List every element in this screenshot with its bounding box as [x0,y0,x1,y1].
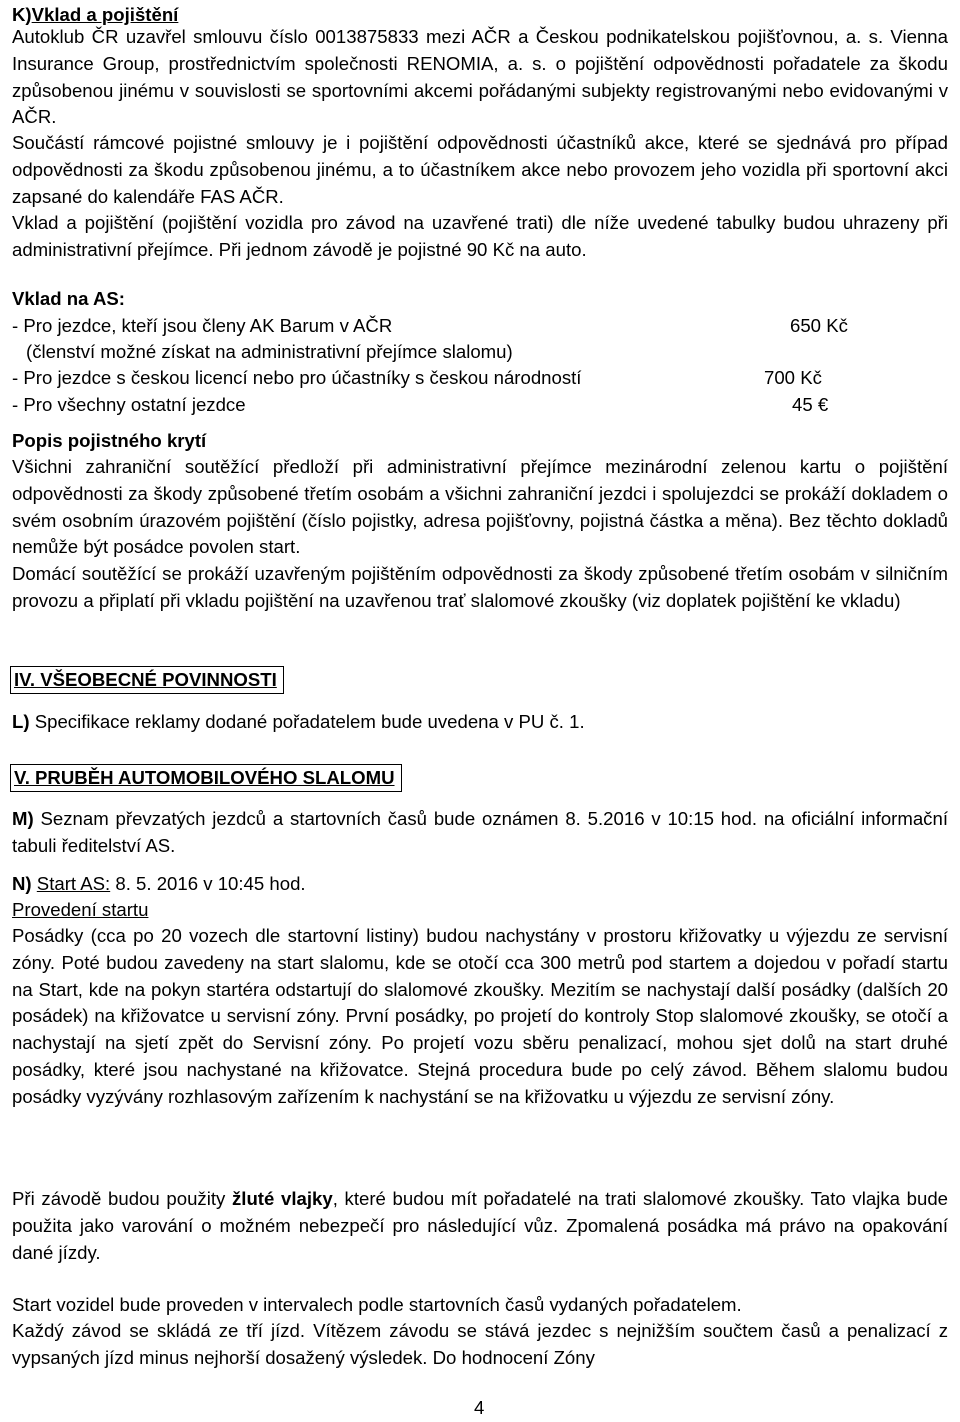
start-procedure-heading: Provedení startu [12,899,149,920]
section-k-title: Vklad a pojištění [31,4,179,25]
start-interval-line: Start vozidel bude proveden v intervalech podle startovních časů vydaných pořadatelem. [12,1294,742,1315]
fee-label: - Pro jezdce s českou licencí nebo pro účastníky s českou národností [12,367,582,388]
fees-heading: Vklad na AS: [12,288,125,309]
fee-label: - Pro všechny ostatní jezdce [12,394,246,415]
section-k-paragraph-2: Součástí rámcové pojistné smlouvy je i pojištění odpovědnosti účastníků akce, které se sjednává pro případ odpovědnosti za škodu způsobenou jinému, a to účastníkem akce nebo provozem jeho vozidla při sportovní akci zapsané do kalendáře FAS AČR. [12,132,948,207]
section-iv-title: IV. VŠEOBECNÉ POVINNOSTI [10,666,284,694]
coverage-paragraph-2: Domácí soutěžící se prokáží uzavřeným pojištěním odpovědnosti za škody způsobené třetím osobám v silničním provozu a připlatí při vkladu pojištění na uzavřenou trať slalomové zkoušky (viz doplatek pojištění ke vkladu) [12,563,948,611]
fee-note [26,339,513,366]
section-k-letter: K) [12,4,32,25]
section-l-text: Specifikace reklamy dodané pořadatelem bude uvedena v PU č. 1. [29,711,585,732]
fee-amount: 700 Kč [764,367,822,388]
race-format-paragraph: Každý závod se skládá ze tří jízd. Vítězem závodu se stává jezdec s nejnižším součtem časů a penalizací z vypsaných jízd minus nejhorší dosažený výsledek. Do hodnocení Zóny [12,1320,948,1368]
section-k-paragraph-1: Autoklub ČR uzavřel smlouvu číslo 0013875833 mezi AČR a Českou podnikatelskou pojišťovnou, a. s. Vienna Insurance Group, prostřednictvím společnosti RENOMIA, a. s. o pojištění odpovědnosti pořadatele za škodu způsobenou jinému v souvislosti se sportovními akcemi pořádanými subjekty registrovanými nebo evidovanými v AČR. [12,26,948,128]
fee-amount: 650 Kč [790,315,848,336]
flags-paragraph [12,1186,948,1266]
fees-table [12,313,948,423]
fee-row [12,392,246,419]
section-k-paragraph-3: Vklad a pojištění (pojištění vozidla pro závod na uzavřené trati) dle níže uvedené tabulky budou uhrazeny při administrativní přejímce. Při jednom závodě je pojistné 90 Kč na auto. [12,212,948,260]
fee-row [12,365,581,392]
section-m-letter: M) [12,808,34,829]
coverage-paragraph-1 [12,454,948,561]
section-n-letter: N) [12,873,32,894]
flags-text-rest: , které budou mít pořadatelé na trati slalomové zkoušky. Tato vlajka bude použita jako varování o možném nebezpečí pro následující vůz. Zpomalená posádka má právo na opakování dané jízdy. [12,1188,949,1263]
section-n-line [12,871,948,898]
yellow-flags-emphasis: žluté vlajky [231,1188,333,1209]
page-number: 4 [474,1397,485,1418]
section-l-line [12,709,948,736]
section-m-text: Seznam převzatých jezdců a startovních časů bude oznámen 8. 5.2016 v 10:15 hod. na oficiální informační tabuli ředitelství AS. [12,808,948,856]
section-v-heading [10,764,402,792]
section-m-paragraph [12,806,948,860]
coverage-heading: Popis pojistného krytí [12,430,207,451]
fee-label: - Pro jezdce, kteří jsou členy AK Barum v AČR [12,315,393,336]
fee-row [12,313,392,340]
coverage-text: Všichni zahraniční soutěžící předloží při administrativní přejímce mezinárodní zelenou kartu o pojištění odpovědnosti za škody způsobené třetím osobám a všichni zahraniční jezdci i spolujezdci se prokáží dokladem o svém osobním úrazovém pojištění (číslo pojistky, adresa pojišťovny, pojistná částka a měna). [12,456,948,531]
section-iv-heading [10,666,284,694]
fee-label: (členství možné získat na administrativní přejímce slalomu) [26,341,513,362]
flags-text: Při závodě budou použity [12,1188,232,1209]
start-procedure-paragraph: Posádky (cca po 20 vozech dle startovní listiny) budou nachystány v prostoru křižovatky u výjezdu ze servisní zóny. Poté budou zavedeny na start slalomu, kde se otočí cca 300 metrů pod startem a dojedou v pořadí startu na Start, kde na pokyn startéra odstartují do slalomové zkoušky. Mezitím se nachystají další posádky (dalších 20 posádek) na křižovatce u servisní zóny. První posádky, po projetí do kontroly Stop slalomové zkoušky, se otočí a nachystají na sjetí zpět do Servisní zóny. Po projetí vozu sběru penalizací, mohou sjet dolů na start druhé posádky, které jsou nachystané na křižovatce. Stejná procedura bude po celý závod. Během slalomu budou posádky vyzývány rozhlasovým zařízením k nachystání se na křižovatku u výjezdu ze servisní zóny. [12,925,948,1107]
section-n-start-label: Start AS: [36,873,111,894]
fee-amount: 45 € [792,394,829,415]
section-l-letter: L) [12,711,30,732]
section-n-text: 8. 5. 2016 v 10:45 hod. [110,873,306,894]
coverage-text-end: Bez těchto dokladů nemůže být posádce povolen start. [12,509,949,558]
section-v-title: V. PRUBĚH AUTOMOBILOVÉHO SLALOMU [10,764,402,792]
